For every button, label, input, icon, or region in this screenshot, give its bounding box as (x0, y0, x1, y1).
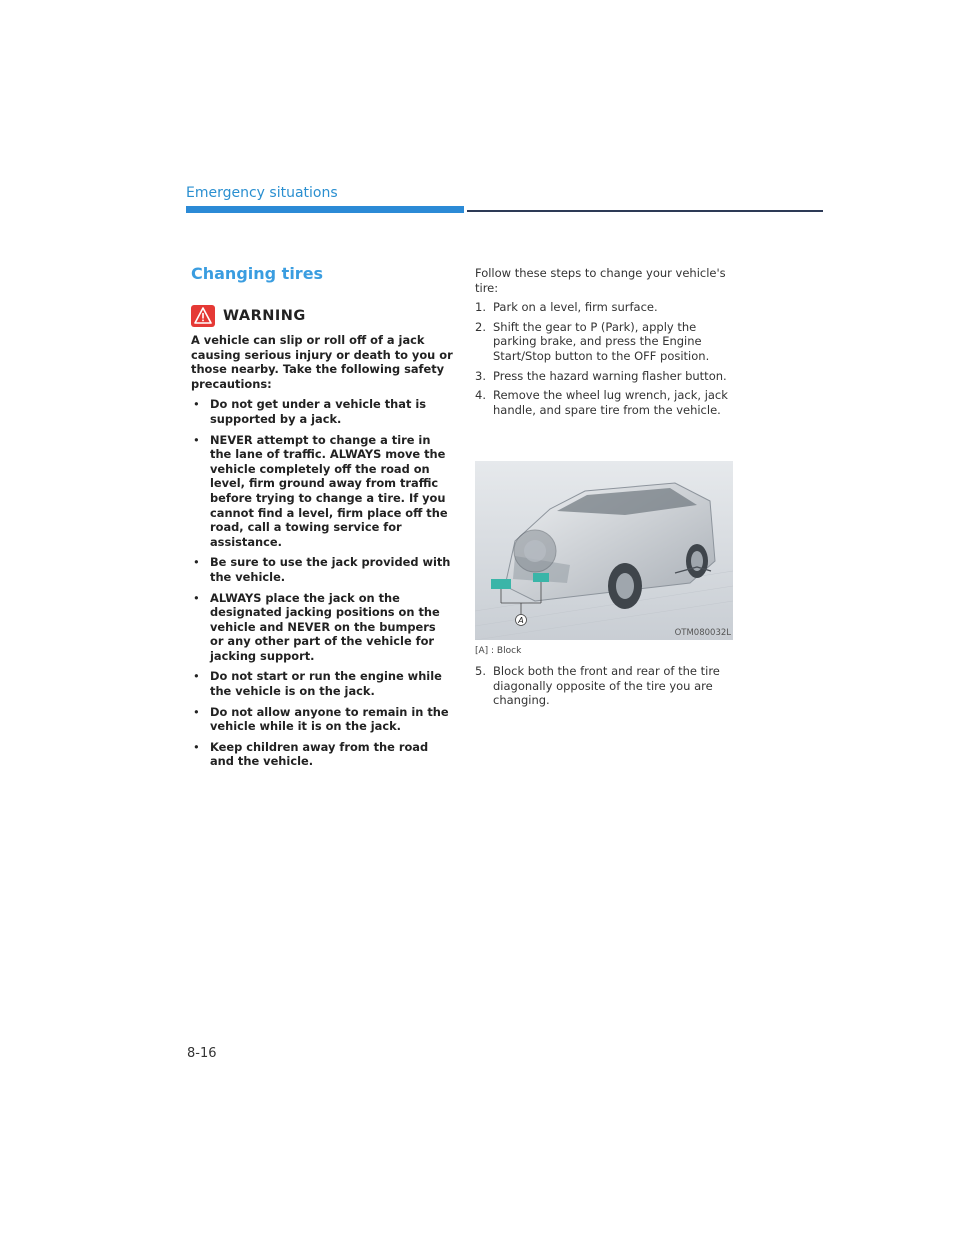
figure-caption: [A] : Block (475, 646, 522, 656)
warning-label: WARNING (223, 308, 306, 324)
step-text: Remove the wheel lug wrench, jack, jack handle, and spare tire from the vehicle. (493, 388, 728, 417)
warning-triangle-icon (191, 305, 215, 327)
step-text: Press the hazard warning flasher button. (493, 368, 727, 383)
steps-list (475, 300, 740, 417)
warning-item: • Be sure to use the jack provided with the vehicle. (191, 555, 453, 584)
vehicle-drawing (475, 461, 733, 640)
warning-intro: A vehicle can slip or roll off of a jack causing serious injury or death to you or those nearby. Take the following safety precautions: (191, 333, 453, 391)
step-number: 3. (475, 368, 486, 383)
step-item (475, 300, 740, 315)
step-text: Block both the front and rear of the tire diagonally opposite of the tire you are changing. (493, 664, 720, 708)
procedure-column (475, 266, 740, 422)
steps-list-continued (475, 664, 740, 708)
figure-code: OTM080032L (674, 628, 731, 638)
step-number: 1. (475, 300, 486, 315)
steps-intro: Follow these steps to change your vehicle's tire: (475, 266, 726, 295)
step-item (475, 388, 740, 417)
warning-item: • NEVER attempt to change a tire in the lane of traffic. ALWAYS move the vehicle completely off the road on level, firm ground away from traffic before trying to change a tire. If you cannot find a level, firm place off the road, call a towing service for assistance. (191, 433, 453, 550)
step-text: Shift the gear to P (Park), apply the parking brake, and press the Engine Start/Stop button to the OFF position. (493, 319, 710, 363)
step-item (475, 664, 740, 708)
warning-item: • Do not get under a vehicle that is supported by a jack. (191, 397, 453, 426)
warning-item: • ALWAYS place the jack on the designated jacking positions on the vehicle and NEVER on the bumpers or any other part of the vehicle for jacking support. (191, 591, 453, 664)
figure-marker: A (518, 616, 524, 625)
warning-heading (191, 305, 306, 327)
warning-item: • Keep children away from the road and the vehicle. (191, 740, 453, 769)
step-number: 5. (475, 664, 486, 678)
step-number: 2. (475, 319, 486, 334)
step-item (475, 320, 740, 364)
step-text: Park on a level, firm surface. (493, 300, 658, 315)
warning-item: • Do not start or run the engine while the vehicle is on the jack. (191, 669, 453, 698)
header-rule-blue (186, 206, 464, 213)
header-rule-dark (467, 210, 823, 212)
running-header: Emergency situations (186, 185, 338, 201)
vehicle-illustration (475, 461, 733, 640)
step-item (475, 369, 740, 384)
step-number: 4. (475, 388, 486, 403)
section-title: Changing tires (191, 264, 324, 283)
page-number: 8-16 (187, 1046, 217, 1061)
step-five (475, 664, 740, 713)
warning-list (191, 397, 453, 769)
warning-body (191, 333, 453, 775)
warning-item: • Do not allow anyone to remain in the vehicle while it is on the jack. (191, 705, 453, 734)
